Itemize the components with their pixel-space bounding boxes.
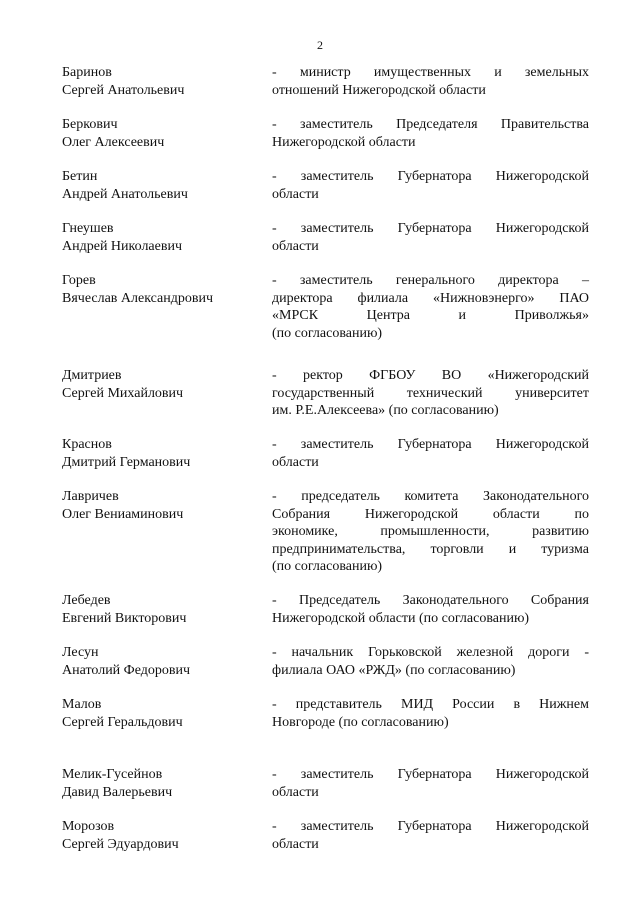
member-role-line: - начальник Горьковской железной дороги - [272, 645, 589, 660]
member-surname: Морозов [62, 819, 115, 834]
member-role-line: экономике, промышленности, развитию [272, 524, 589, 539]
member-role [272, 64, 589, 99]
member-given-names: Сергей Михайлович [62, 385, 184, 401]
member-name [62, 592, 262, 627]
member-name [62, 644, 262, 679]
member-role-line: - министр имущественных и земельных [272, 65, 589, 80]
member-given-names: Сергей Геральдович [62, 714, 183, 730]
member-role-line: государственный технический университет [272, 385, 589, 401]
member-surname: Баринов [62, 65, 112, 80]
member-role-line: - Председатель Законодательного Собрания [272, 593, 589, 608]
member-role-line: - заместитель Губернатора Нижегородской [272, 819, 589, 834]
member-role-line: им. Р.Е.Алексеева» (по согласованию) [272, 403, 499, 418]
member-name [62, 116, 262, 151]
page-number: 2 [317, 38, 323, 52]
member-given-names: Андрей Николаевич [62, 238, 182, 254]
member-given-names: Андрей Анатольевич [62, 186, 188, 202]
member-name [62, 168, 262, 203]
member-role-line: предпринимательства, торговли и туризма [272, 541, 589, 557]
member-role [272, 766, 589, 801]
member-role-line: области [272, 186, 319, 202]
member-role-line: - ректор ФГБОУ ВО «Нижегородский [272, 368, 589, 383]
member-name [62, 766, 262, 801]
member-surname: Бетин [62, 169, 98, 184]
member-given-names: Сергей Эдуардович [62, 836, 179, 852]
member-surname: Горев [62, 273, 96, 288]
member-role-line: Новгороде (по согласованию) [272, 714, 449, 730]
member-role-line: - заместитель Губернатора Нижегородской [272, 767, 589, 782]
member-role-line: - представитель МИД России в Нижнем [272, 697, 589, 712]
member-given-names: Вячеслав Александрович [62, 290, 214, 306]
member-name [62, 818, 262, 853]
member-surname: Малов [62, 697, 102, 712]
member-surname: Мелик-Гусейнов [62, 767, 163, 782]
member-role-line: области [272, 238, 319, 254]
member-role-line: (по согласованию) [272, 325, 383, 341]
member-role [272, 168, 589, 203]
member-role [272, 488, 589, 576]
member-given-names: Анатолий Федорович [62, 662, 191, 678]
member-role-line: «МРСК Центра и Приволжья» [272, 308, 589, 323]
member-surname: Беркович [62, 117, 118, 132]
member-role-line: отношений Нижегородской области [272, 82, 486, 98]
member-given-names: Давид Валерьевич [62, 784, 173, 800]
member-name [62, 696, 262, 731]
member-given-names: Олег Алексеевич [62, 134, 165, 150]
member-role-line: области [272, 454, 319, 470]
member-role-line: - заместитель Губернатора Нижегородской [272, 221, 589, 236]
member-role-line: директора филиала «Нижновэнерго» ПАО [272, 290, 589, 306]
member-given-names: Дмитрий Германович [62, 454, 191, 470]
member-surname: Лавричев [62, 489, 119, 504]
member-role [272, 592, 589, 627]
member-role [272, 818, 589, 853]
member-role-line: - заместитель Губернатора Нижегородской [272, 169, 589, 184]
member-surname: Краснов [62, 437, 112, 452]
member-surname: Дмитриев [62, 368, 122, 383]
member-given-names: Сергей Анатольевич [62, 82, 185, 98]
member-surname: Лесун [62, 645, 99, 660]
member-role [272, 272, 589, 342]
member-name [62, 220, 262, 255]
member-role-line: - заместитель Председателя Правительства [272, 117, 589, 132]
member-role [272, 696, 589, 731]
member-role-line: области [272, 784, 319, 800]
member-surname: Лебедев [62, 593, 111, 608]
member-role-line: Собрания Нижегородской области по [272, 506, 589, 522]
member-role-line: Нижегородской области (по согласованию) [272, 610, 530, 626]
member-surname: Гнеушев [62, 221, 114, 236]
member-role-line: филиала ОАО «РЖД» (по согласованию) [272, 662, 516, 678]
member-given-names: Евгений Викторович [62, 610, 187, 626]
member-role-line: - заместитель генерального директора – [272, 273, 589, 288]
member-role-line: - председатель комитета Законодательного [272, 489, 589, 504]
member-role [272, 220, 589, 255]
member-role [272, 367, 589, 420]
member-name [62, 64, 262, 99]
member-role [272, 644, 589, 679]
member-role [272, 116, 589, 151]
member-role-line: Нижегородской области [272, 134, 416, 150]
member-role [272, 436, 589, 471]
member-name [62, 367, 262, 402]
member-role-line: (по согласованию) [272, 559, 383, 574]
member-name [62, 272, 262, 307]
member-role-line: - заместитель Губернатора Нижегородской [272, 437, 589, 452]
member-name [62, 436, 262, 471]
member-name [62, 488, 262, 523]
member-role-line: области [272, 836, 319, 852]
member-given-names: Олег Вениаминович [62, 506, 184, 522]
